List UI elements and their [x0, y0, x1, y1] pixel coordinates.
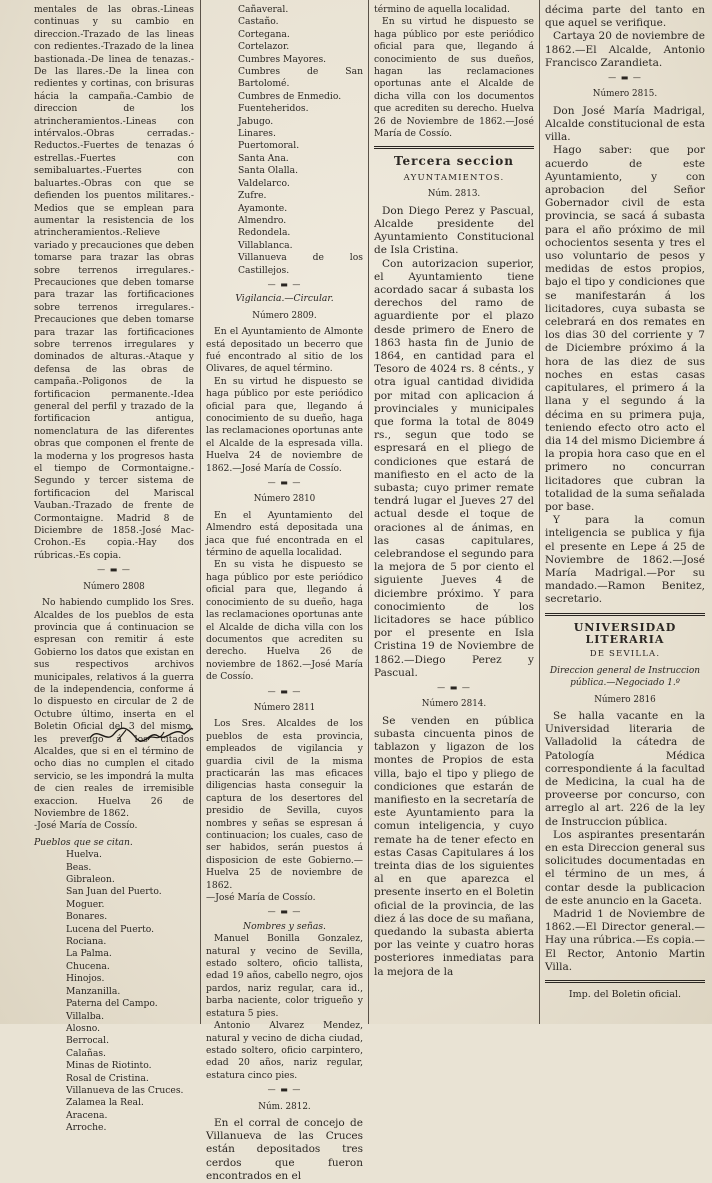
town-item: Arroche. — [66, 1122, 107, 1134]
town-item: San Juan del Puerto. — [66, 886, 162, 898]
deserter-entry: Manuel Bonilla Gonzalez, natural y vecino de Sevilla, estado soltero, oficio tallista, edad 19 años, cabello negro, ojos pardos, nariz regular, cara id., barba naciente, color trigueño y estatura 5 pies. — [206, 933, 363, 1019]
town-item: Santa Olalla. — [238, 165, 299, 177]
university-heading: UNIVERSIDAD LITERARIA — [573, 620, 677, 646]
town-item: La Palma. — [66, 948, 112, 960]
notice-number: Número 2814. — [421, 699, 487, 710]
university-subheading: DE SEVILLA. — [589, 649, 661, 660]
town-item: Chucena. — [66, 960, 110, 972]
notice-body: Cartaya 20 de noviembre de 1862.—El Alcalde, Antonio Francisco Zarandieta. — [545, 30, 705, 69]
notice-number: Número 2815. — [592, 89, 658, 100]
town-item: Linares. — [238, 128, 276, 140]
town-item: Minas de Riotinto. — [66, 1060, 152, 1072]
notice-body: Se venden en pública subasta cincuenta pinos de tablazon y ligazon de los montes de Propios de esta villa, bajo el tipo y pliego de condiciones que estarán de manifiesto en la secretaría de este Ayuntamiento para la comun inteligencia, y cuyo remate ha de tener efecto en estas Casas Capitulares á los treinta dias de los siguientes al en que aparezca el presente inserto en el Boletin oficial de la provincia, de las diez á las doce de su mañana, quedando la subasta abierta por las veinte y cuatro horas posteriores inmediatas para la mejora de la — [374, 714, 534, 978]
town-item: Villanueva de las Cruces. — [66, 1084, 184, 1096]
town-item: Almendro. — [238, 214, 287, 226]
town-item: Villanueva de los Castillejos. — [238, 252, 363, 276]
notice-body: En su virtud he dispuesto se haga público por este periódico oficial para que, llegando á conocimiento de sus dueños, hagan las reclamaciones oportunas ante el Alcalde de dicha villa con los documentos que acrediten su derecho. Huelva 26 de Noviembre de 1862.—José María de Cossío. — [374, 16, 534, 140]
town-item: Ayamonte. — [238, 202, 288, 214]
notice-number: Número 2811 — [253, 702, 316, 713]
printer-imprint: Imp. del Boletin oficial. — [568, 989, 682, 1001]
notice-body: En su vista he dispuesto se haga público por este periódico oficial para que, llegando á conocimiento de su dueño, haga las reclamaciones oportunas ante el Alcalde de dicha villa con los documentos que acrediten su derecho. Huelva 26 de noviembre de 1862.—José María de Cossío. — [206, 559, 363, 683]
notice-body: término de aquella localidad. — [374, 4, 510, 15]
notice-body: Los Sres. Alcaldes de los pueblos de esta provincia, empleados de vigilancia y guardia civil de la misma practicarán las mas eficaces diligencias hasta conseguir la captura de los desertores del presidio de Sevilla, cuyos nombres y señas se espresan á continuacion; los cuales, caso de ser habidos, serán puestos á disposicion de este Gobierno.—Huelva 25 de noviembre de 1862. — [206, 718, 363, 891]
town-item: Lucena del Puerto. — [66, 923, 155, 935]
column-1 — [34, 4, 194, 1134]
notice-number: Núm. 2812. — [258, 1101, 311, 1112]
town-item: Santa Ana. — [238, 152, 289, 164]
town-item: Zalamea la Real. — [66, 1097, 144, 1109]
town-item: Beas. — [66, 861, 92, 873]
notice-body: En el corral de concejo de Villanueva de las Cruces están depositados tres cerdos que fueron encontrados en el — [206, 1116, 363, 1182]
separator: — ▬ — — [608, 73, 642, 83]
separator: — ▬ — — [267, 1085, 302, 1095]
town-item: Cortegana. — [238, 28, 290, 40]
section-rule — [545, 613, 705, 616]
notice-body: décima parte del tanto en que aquel se verifique. — [545, 4, 705, 30]
separator: — ▬ — — [267, 279, 302, 289]
section-title: Vigilancia.—Circular. — [235, 293, 334, 305]
separator: — ▬ — — [437, 683, 471, 692]
notice-body: Don José María Madrigal, Alcalde constitucional de esta villa. — [545, 104, 705, 144]
town-item: Calañas. — [66, 1047, 106, 1059]
column-4 — [545, 4, 705, 1020]
fortification-text: mentales de las obras.-Lineas continuas y su cambio en direccion.-Trazado de las lineas con redientes.-Trazado de la linea bastionada.-De linea de tenazas.-De las llares.-De la linea con redientes y cortinas, con brisuras hácia la campaña.-Cambio de direccion de los atrincheramientos.-Lineas con intérvalos.-Obras cerradas.-Reductos.-Fuertes de tenazas ó estrellas.-Fuertes con semibaluartes.-Fuertes con baluartes.-Obras con que se defienden los puentos militares.-Medios que se emplean para aumentar la resistencia de los atrincheramientos.-Relieve variado y precauciones que deben tomarse para trazar las obras sobre terrenos irregulares.-Precauciones que deben tomarse para trazar las fortificaciones sobre terrenos irregulares.-Precauciones que deben tomarse para trazar las fortificaciones sobre terrenos irregulares y dominados de alturas.-Ataque y defensa de las obras de campaña.-Poligonos de la fortificacion permanente.-Idea general del perfil y trazado de la fortificacion antigua, nomenclatura de las diferentes obras que componen el frente de la moderna y los progresos hasta el tiempo de Cormontaigne.-Segundo y tercer sistema de fortificacion del Mariscal Vauban.-Trazado de frente de Cormontaigne. Madrid 8 de Diciembre de 1858.-José Mac-Crohon.-Es copia.-Hay dos rúbricas.-Es copia. — [34, 4, 194, 561]
notice-body: En el Ayuntamiento de Almonte está depositado un becerro que fué encontrado al sitio de los Olivares, de aquel término. — [206, 326, 363, 375]
notice-body: En su virtud he dispuesto se haga público por este periódico oficial para que, llegando á conocimiento de su dueño, haga las reclamaciones oportunas ante el Alcalde de la espresada villa. Huelva 24 de noviembre de 1862.—José María de Cossío. — [206, 375, 363, 474]
names-title: Nombres y señas. — [243, 920, 326, 932]
town-item: Bonares. — [66, 911, 108, 923]
notice-body: No habiendo cumplido los Sres. Alcaldes de los pueblos de esta provincia que á continuacion se espresan con remitir á este Gobierno los datos que existan en sus respectivos archivos municipales, relativos á la guerra de la independencia, conforme á lo dispuesto en circular de 2 de Octubre último, inserta en el Boletin Oficial del 3 del mismo, les prevengo á los citados Alcaldes, que si en el término de ocho dias no cumplen el citado servicio, se les impondrá la multa de cien reales de irremisible exaccion. Huelva 26 de Noviembre de 1862. — [34, 597, 194, 819]
list-title: Pueblos que se citan. — [34, 836, 133, 848]
town-item: Cumbres de San Bartolomé. — [238, 66, 363, 90]
column-3 — [374, 4, 534, 1020]
town-item: Jabugo. — [238, 115, 274, 127]
notice-body: Los aspirantes presentarán en esta Direccion general sus solicitudes documentadas en el término de un mes, á contar desde la publicacion de este anuncio en la Gaceta. — [545, 828, 705, 907]
town-item: Cañaveral. — [238, 4, 289, 15]
notice-body: Se halla vacante en la Universidad literaria de Valladolid la cátedra de Patología Médica correspondiente á la facultad de Medicina, la cual ha de proveerse por concurso, con arreglo al art. 226 de la ley de Instruccion pública. — [545, 709, 705, 828]
town-item: Alosno. — [66, 1022, 101, 1034]
column-rule — [539, 0, 540, 1024]
separator: — ▬ — — [97, 565, 131, 575]
handwritten-signature — [88, 724, 198, 746]
town-item: Rosal de Cristina. — [66, 1072, 149, 1084]
notice-body: Hago saber: que por acuerdo de este Ayuntamiento, y con aprobacion del Señor Gobernador civil de esta provincia, se sacá á subasta para el año próximo de mil ochocientos sesenta y tres el uso voluntario de pesos y medidas de estos propios, bajo el tipo y condiciones que se manifestarán á los licitadores, cuya subasta se celebrará en dos remates en los dias 30 del corriente y 7 de Diciembre próximo á la hora de las diez de sus noches en estas casas capitulares, el primero á la llana y el segundo á la décima en su primera puja, teniendo efecto otro acto el dia 14 del mismo Diciembre á la propia hora caso que en el primero no concurran licitadores que cubran la totalidad de la suma señalada por base. — [545, 144, 705, 513]
town-item: Villalba. — [66, 1010, 104, 1022]
town-item: Berrocal. — [66, 1035, 109, 1047]
town-item: Fuenteheridos. — [238, 103, 309, 115]
town-item: Villablanca. — [238, 239, 293, 251]
column-rule — [200, 0, 201, 1024]
column-2 — [206, 4, 363, 1182]
subsection-heading: AYUNTAMIENTOS. — [403, 172, 505, 183]
section-heading: Tercera seccion — [393, 154, 515, 169]
town-item: Cumbres Mayores. — [238, 53, 327, 65]
town-item: Paterna del Campo. — [66, 998, 158, 1010]
notice-number: Número 2810 — [253, 494, 316, 505]
notice-body: Con autorizacion superior, el Ayuntamiento tiene acordado sacar á subasta los derechos del ramo de aguardiente por el plazo desde primero de Enero de 1863 hasta fin de Junio de 1864, en cantidad para el Tesoro de 4024 rs. 8 cénts., y otra igual cantidad dividida por mitad con aplicacion á provinciales y municipales que forma la total de 8049 rs., segun que todo se espresará en el pliego de condiciones que estará de manifiesto en el acto de la subasta; cuyo primer remate tendrá lugar el Jueves 27 del actual desde el toque de oraciones al de ánimas, en las casas capitulares, celebrandose el segundo para la mejora de 5 por ciento el siguiente Jueves 4 de diciembre próximo. Y para conocimiento de los licitadores se hace público por el presente en Isla Cristina 19 de Noviembre de 1862.—Diego Perez y Pascual. — [374, 257, 534, 679]
notice-body: Don Diego Perez y Pascual, Alcalde presidente del Ayuntamiento Constitucional de Isla Cristina. — [374, 204, 534, 257]
deserter-entry: Antonio Alvarez Mendez, natural y vecino de dicha ciudad, estado soltero, oficio carpintero, edad 20 años, nariz regular, estatura cinco pies. — [206, 1020, 363, 1081]
town-item: Cumbres de Enmedio. — [238, 90, 342, 102]
notice-number: Número 2816 — [594, 694, 656, 705]
separator: — ▬ — — [267, 907, 302, 917]
separator: — ▬ — — [267, 478, 302, 488]
town-item: Moguer. — [66, 898, 105, 910]
town-list-continued — [206, 4, 363, 277]
footer-rule — [545, 980, 705, 983]
town-item: Zufre. — [238, 190, 267, 202]
town-item: Gibraleon. — [66, 874, 115, 886]
direction-heading: Direccion general de Instruccion pública.—Negociado 1.º — [549, 665, 701, 689]
town-item: Hinojos. — [66, 973, 105, 985]
notice-body: Y para la comun inteligencia se publica y fija el presente en Lepe á 25 de Noviembre de 1862.—José María Madrigal.—Por su mandado.—Ramon Benitez, secretario. — [545, 514, 705, 606]
town-item: Cortelazor. — [238, 41, 290, 53]
town-item: Valdelarco. — [238, 177, 290, 189]
notice-body: En el Ayuntamiento del Almendro está depositada una jaca que fué encontrada en el término de aquella localidad. — [206, 509, 363, 559]
column-rule — [368, 0, 369, 1024]
town-item: Puertomoral. — [238, 140, 300, 152]
town-item: Redondela. — [238, 227, 291, 239]
separator: — ▬ — — [267, 686, 302, 696]
town-item: Castaño. — [238, 16, 279, 28]
signature-line: -José María de Cossío. — [34, 820, 138, 832]
notice-number: Número 2808 — [83, 581, 145, 592]
town-item: Huelva. — [66, 849, 102, 861]
notice-number: Número 2809. — [252, 310, 317, 321]
town-item: Aracena. — [66, 1109, 108, 1121]
notice-body: Madrid 1 de Noviembre de 1862.—El Director general.—Hay una rúbrica.—Es copia.—El Rector, Antonio Martin Villa. — [545, 908, 705, 973]
notice-number: Núm. 2813. — [427, 189, 481, 200]
signature-line: —José María de Cossío. — [206, 892, 316, 904]
section-rule — [374, 146, 534, 149]
town-item: Rociana. — [66, 936, 107, 948]
town-item: Manzanilla. — [66, 985, 121, 997]
town-list — [34, 849, 194, 1134]
